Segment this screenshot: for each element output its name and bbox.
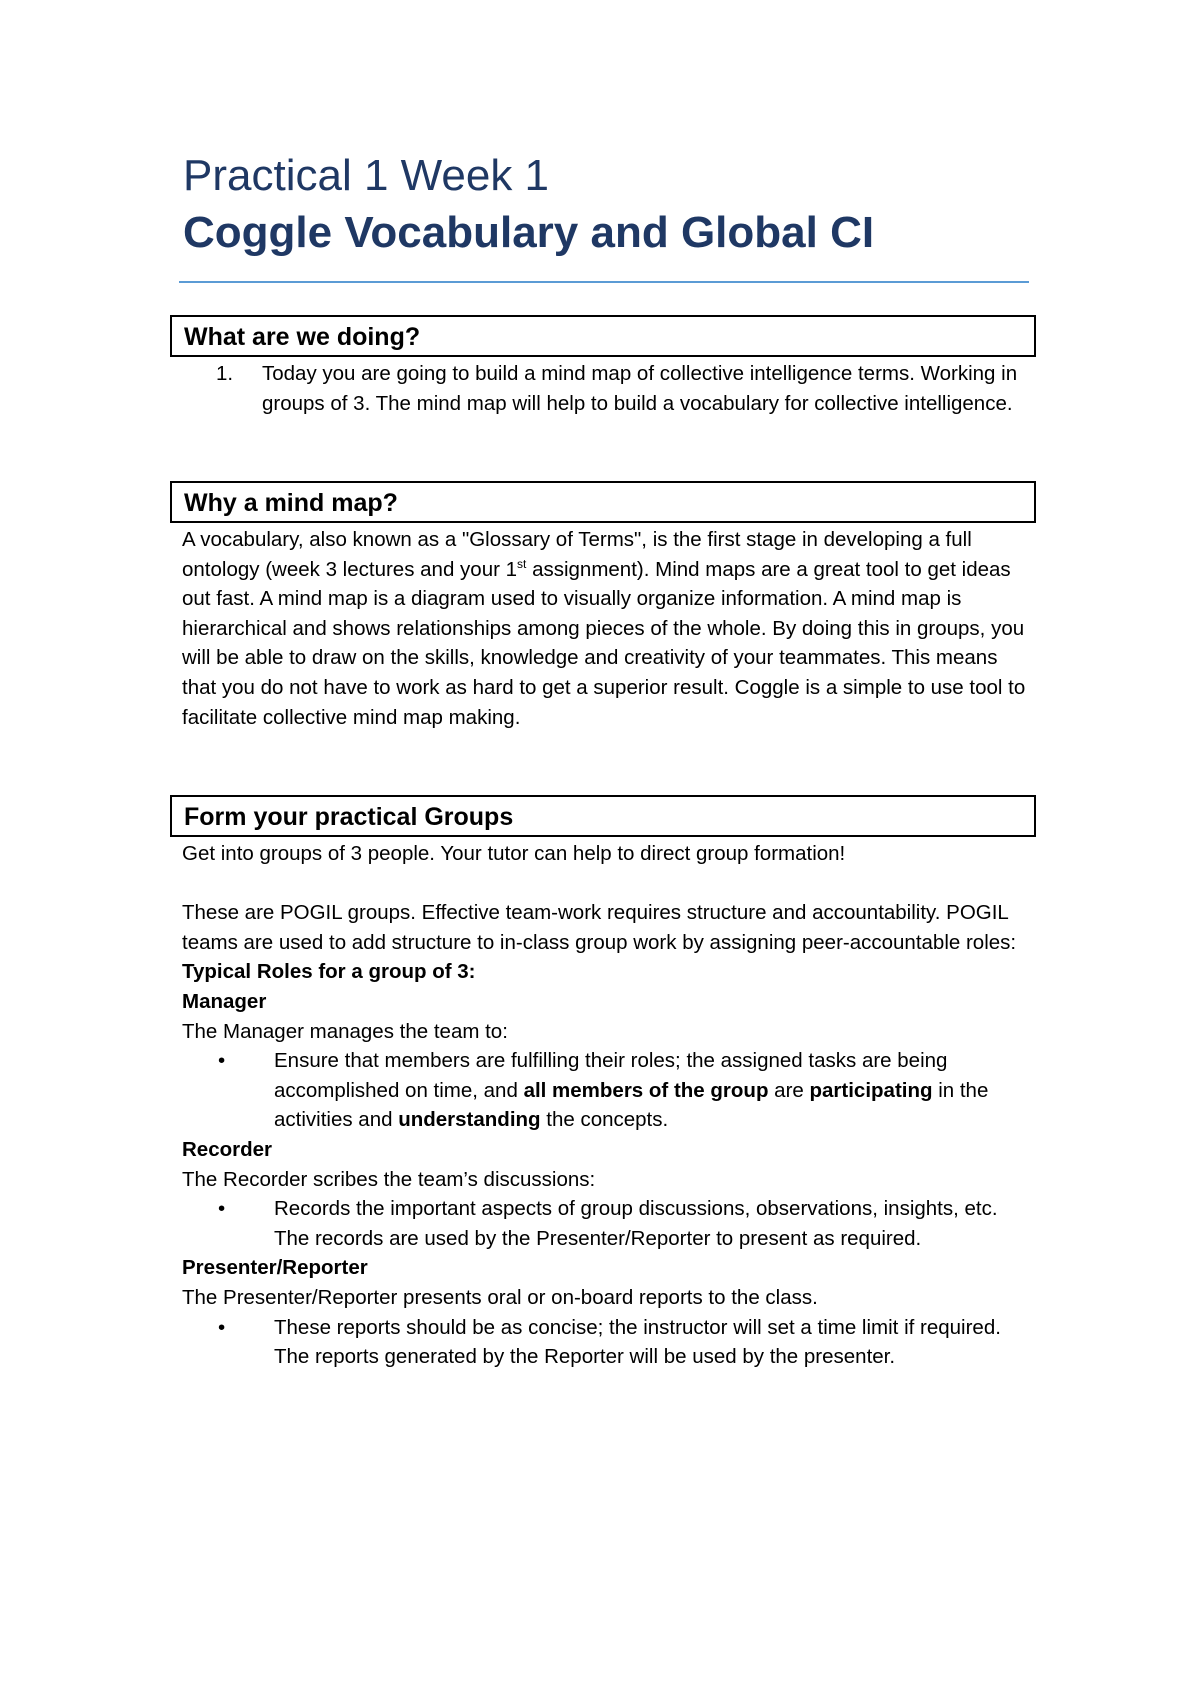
document-subtitle: Coggle Vocabulary and Global CI	[183, 207, 875, 257]
role-desc-recorder: The Recorder scribes the team’s discussions:	[182, 1167, 596, 1191]
section-heading: Form your practical Groups	[170, 795, 1036, 837]
role-desc-manager: The Manager manages the team to:	[182, 1019, 508, 1043]
list-number: 1.	[216, 362, 234, 385]
bullet-list	[170, 1313, 1036, 1372]
list-item-text: Records the important aspects of group discussions, observations, insights, etc. The records are used by the Presenter/Reporter to present as required.	[274, 1197, 998, 1250]
document-title: Practical 1 Week 1	[183, 151, 550, 200]
section-heading: What are we doing?	[170, 315, 1036, 357]
text-run: Ensure that members are fulfilling their roles; the assigned tasks are being accomplished on time, and	[274, 1049, 948, 1102]
section-form-groups	[170, 795, 1036, 1372]
bold-text: participating	[809, 1078, 933, 1102]
paragraph-text: assignment). Mind maps are a great tool to get ideas out fast. A mind map is a diagram used to visually organize information. A mind map is hierarchical and shows relationships among pieces of the whole. By doing this in groups, you will be able to draw on the skills, knowledge and creativity of your teammates. This means that you do not have to work as hard to get a superior result. Coggle is a simple to use tool to facilitate collective mind map making.	[182, 557, 1026, 729]
paragraph-text: A vocabulary, also known as a "Glossary of Terms", is the first stage in developing a full ontology (week 3 lectures and your 1	[182, 528, 972, 581]
bullet-list	[170, 1046, 1036, 1135]
numbered-list	[170, 359, 1036, 418]
text-run: in the activities and	[274, 1078, 989, 1132]
role-name-presenter: Presenter/Reporter	[182, 1256, 368, 1280]
bullet-symbol: •	[218, 1049, 226, 1073]
bullet-symbol: •	[218, 1315, 226, 1339]
list-item	[170, 1194, 1036, 1253]
roles-heading: Typical Roles for a group of 3:	[182, 960, 476, 984]
list-item-text	[274, 1046, 1036, 1135]
role-name-manager: Manager	[182, 989, 267, 1013]
text-run: are	[768, 1078, 810, 1102]
section-why-mind-map	[170, 481, 1036, 732]
role-name-recorder: Recorder	[182, 1137, 273, 1161]
text-run: the concepts.	[540, 1108, 669, 1132]
bullet-symbol: •	[218, 1197, 226, 1221]
superscript: st	[517, 556, 527, 571]
list-item-text: Today you are going to build a mind map of collective intelligence terms. Working in groups of 3. The mind map will help to build a vocabulary for collective intelligence.	[262, 362, 1018, 415]
paragraph	[170, 525, 1036, 732]
section-heading: Why a mind map?	[170, 481, 1036, 523]
pogil-text: These are POGIL groups. Effective team-work requires structure and accountability. POGIL teams are used to add structure to in-class group work by assigning peer-accountable roles:	[182, 901, 1017, 954]
list-item	[170, 359, 1036, 418]
title-underline	[179, 281, 1029, 283]
role-desc-presenter: The Presenter/Reporter presents oral or on-board reports to the class.	[182, 1285, 818, 1309]
bullet-list	[170, 1194, 1036, 1253]
document-title-block	[183, 150, 1033, 260]
list-item-text: These reports should be as concise; the instructor will set a time limit if required. The reports generated by the Reporter will be used by the presenter.	[274, 1315, 1001, 1369]
list-item	[170, 1046, 1036, 1135]
bold-text: understanding	[398, 1108, 541, 1132]
intro-text: Get into groups of 3 people. Your tutor can help to direct group formation!	[182, 842, 846, 865]
section-what-are-we-doing	[170, 315, 1036, 418]
list-item	[170, 1313, 1036, 1372]
bold-text: all members of the group	[523, 1078, 769, 1102]
